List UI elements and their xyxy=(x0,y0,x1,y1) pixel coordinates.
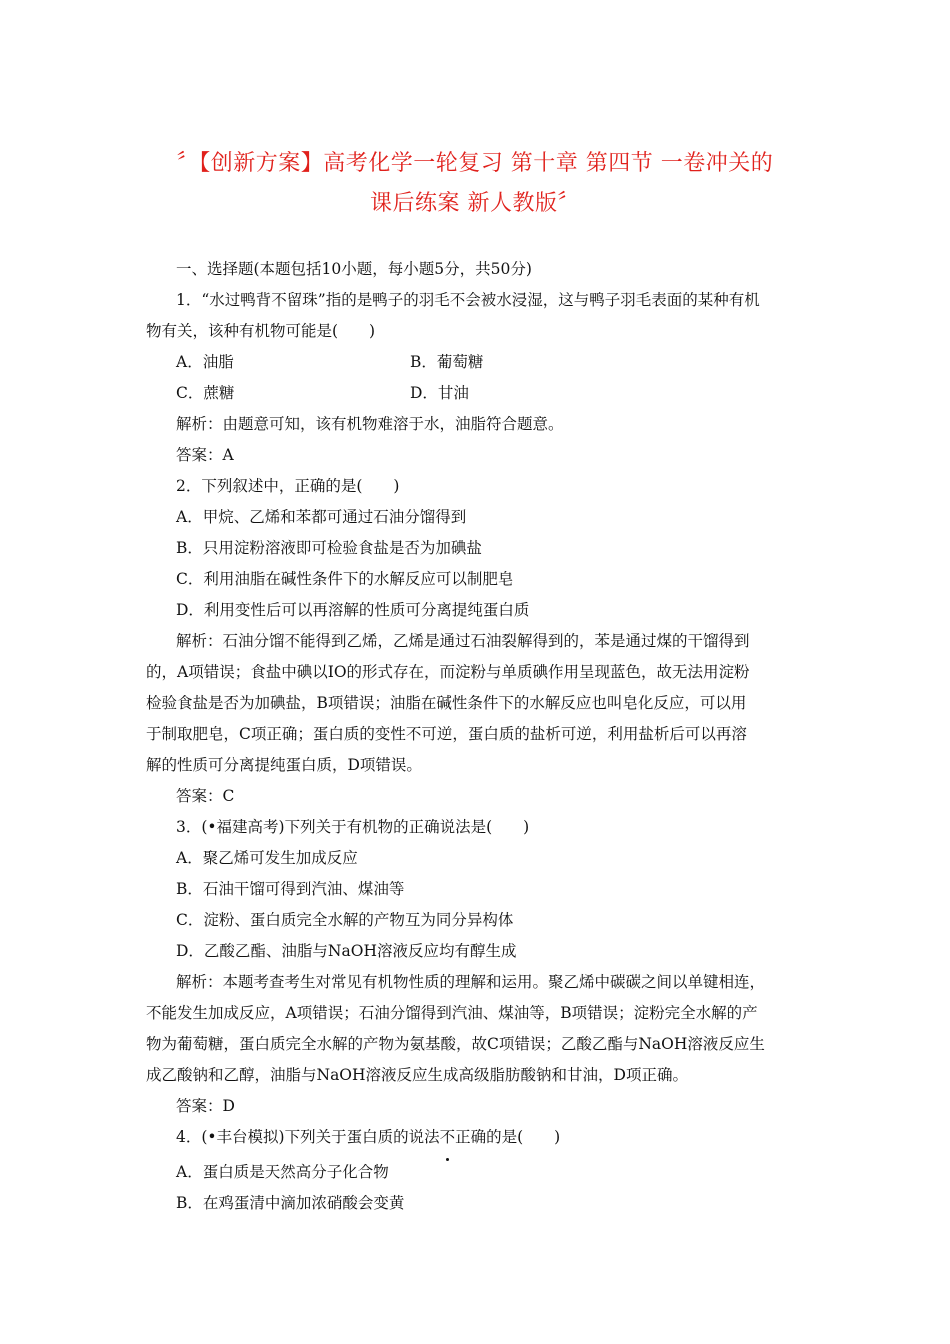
q3-option-a: A．聚乙烯可发生加成反应 xyxy=(176,849,358,867)
q2-answer: 答案：C xyxy=(176,787,235,805)
q3-analysis-line-1: 解析：本题考查考生对常见有机物性质的理解和运用。聚乙烯中碳碳之间以单键相连， xyxy=(176,973,766,991)
q2-analysis-line-3: 检验食盐是否为加碘盐，B项错误；油脂在碱性条件下的水解反应也叫皂化反应，可以用 xyxy=(146,694,747,712)
q4-stem xyxy=(146,1122,806,1153)
q2-analysis-line-4: 于制取肥皂，C项正确；蛋白质的变性不可逆，蛋白质的盐析可逆，利用盐析后可以再溶 xyxy=(146,725,747,743)
q2-analysis-line-1: 解析：石油分馏不能得到乙烯，乙烯是通过石油裂解得到的，苯是通过煤的干馏得到 xyxy=(176,632,750,650)
document-title-line-2: 课后练案 新人教版〞 xyxy=(370,191,580,216)
q1-option-a: A．油脂 xyxy=(176,353,234,371)
q2-stem: 2．下列叙述中，正确的是( ) xyxy=(176,477,400,495)
q4-option-a: A．蛋白质是天然高分子化合物 xyxy=(176,1163,389,1181)
document-body xyxy=(146,254,806,1219)
q2-option-c: C．利用油脂在碱性条件下的水解反应可以制肥皂 xyxy=(176,570,514,588)
q2-option-b: B．只用淀粉溶液即可检验食盐是否为加碘盐 xyxy=(176,539,482,557)
q1-option-c: C．蔗糖 xyxy=(176,384,235,402)
q2-option-d: D．利用变性后可以再溶解的性质可分离提纯蛋白质 xyxy=(176,601,530,619)
q1-stem-line-1: 1．“水过鸭背不留珠”指的是鸭子的羽毛不会被水浸湿，这与鸭子羽毛表面的某种有机 xyxy=(176,291,760,309)
q4-stem-post: 正确的是( ) xyxy=(455,1128,561,1146)
q3-option-b: B．石油干馏可得到汽油、煤油等 xyxy=(176,880,405,898)
q1-options-row-2 xyxy=(146,378,806,409)
q2-option-a: A．甲烷、乙烯和苯都可通过石油分馏得到 xyxy=(176,508,467,526)
q3-analysis-line-2: 不能发生加成反应，A项错误；石油分馏得到汽油、煤油等，B项错误；淀粉完全水解的产 xyxy=(146,1004,758,1022)
q3-analysis-line-4: 成乙酸钠和乙醇，油脂与NaOH溶液反应生成高级脂肪酸钠和甘油，D项正确。 xyxy=(146,1066,688,1084)
q4-stem-pre: 4．(•丰台模拟)下列关于蛋白质的说法 xyxy=(176,1128,440,1146)
q1-answer: 答案：A xyxy=(176,446,234,464)
q1-options-row-1 xyxy=(146,347,806,378)
q3-stem: 3．(•福建高考)下列关于有机物的正确说法是( ) xyxy=(176,818,530,836)
q4-stem-emphasis: 不 xyxy=(440,1122,456,1153)
q4-option-b: B．在鸡蛋清中滴加浓硝酸会变黄 xyxy=(176,1194,405,1212)
section-heading: 一、选择题(本题包括10小题，每小题5分，共50分) xyxy=(176,260,532,278)
q2-analysis-line-5: 解的性质可分离提纯蛋白质，D项错误。 xyxy=(146,756,422,774)
q1-option-d: D．甘油 xyxy=(410,384,469,402)
q3-option-c: C．淀粉、蛋白质完全水解的产物互为同分异构体 xyxy=(176,911,514,929)
document-title-line-1: 〞【创新方案】高考化学一轮复习 第十章 第四节 一卷冲关的 xyxy=(176,151,774,176)
q3-answer: 答案：D xyxy=(176,1097,235,1115)
q1-stem-line-2: 物有关，该种有机物可能是( ) xyxy=(146,322,376,340)
q1-option-b: B．葡萄糖 xyxy=(410,353,484,371)
q2-analysis-line-2: 的，A项错误；食盐中碘以IO的形式存在，而淀粉与单质碘作用呈现蓝色，故无法用淀粉 xyxy=(146,663,750,681)
q1-analysis: 解析：由题意可知，该有机物难溶于水，油脂符合题意。 xyxy=(176,415,564,433)
q3-option-d: D．乙酸乙酯、油脂与NaOH溶液反应均有醇生成 xyxy=(176,942,517,960)
q3-analysis-line-3: 物为葡萄糖，蛋白质完全水解的产物为氨基酸，故C项错误；乙酸乙酯与NaOH溶液反应生 xyxy=(146,1035,765,1053)
